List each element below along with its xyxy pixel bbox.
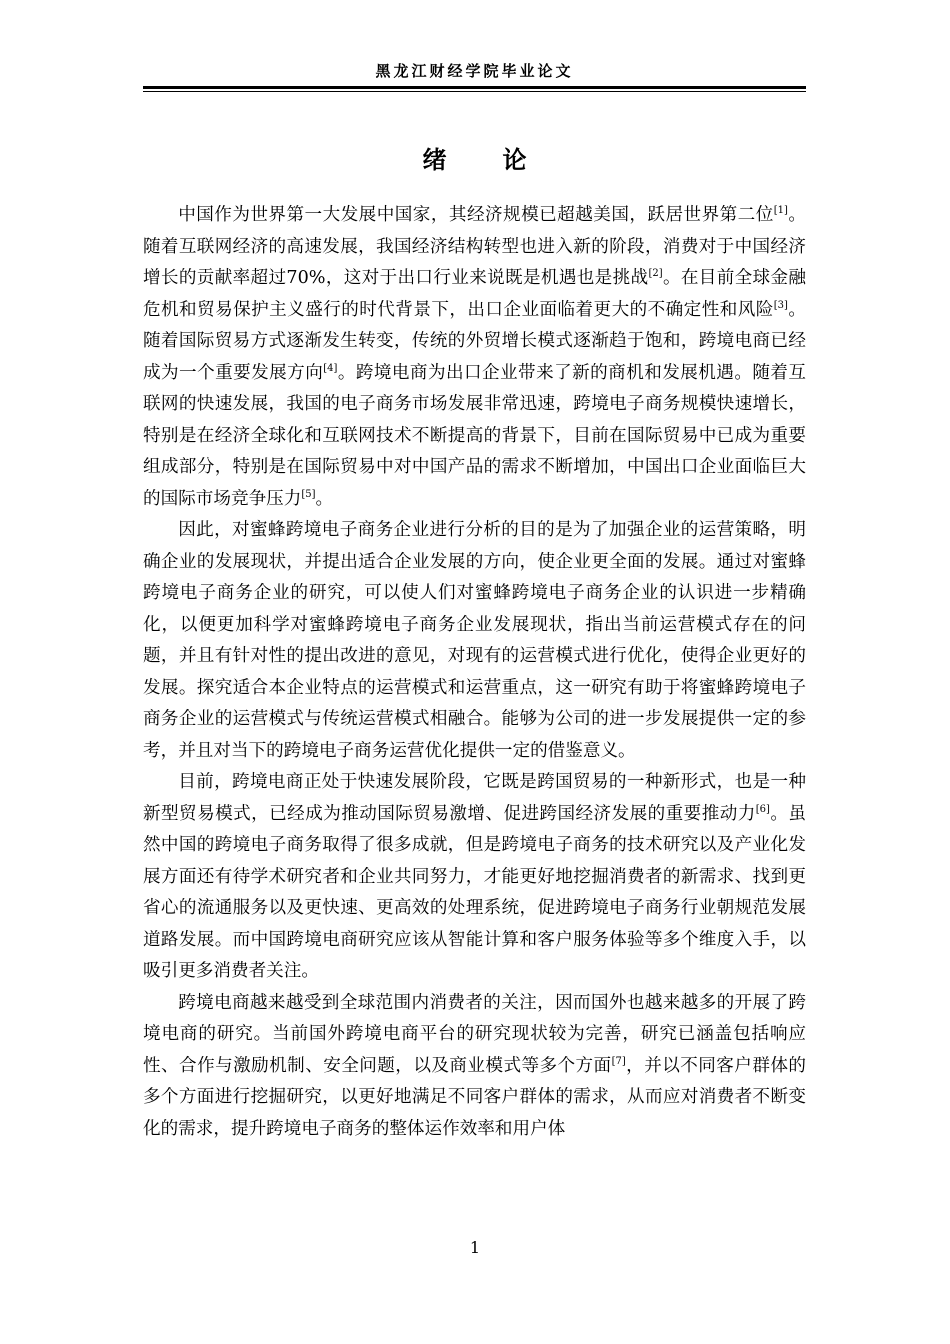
citation-ref: [6] [755, 803, 770, 815]
paragraph-text: 目前，跨境电商正处于快速发展阶段，它既是跨国贸易的一种新形式，也是一种新型贸易模式，已经成为推动国际贸易激增、促进跨国经济发展的重要推动力 [143, 772, 806, 824]
paragraph-text: 中国作为世界第一大发展中国家，其经济规模已超越美国，跃居世界第二位 [178, 205, 774, 225]
section-title [143, 140, 806, 175]
paragraph [143, 767, 806, 988]
paragraph-text: 。虽然中国的跨境电子商务取得了很多成就，但是跨境电子商务的技术研究以及产业化发展方面还有待学术研究者和企业共同努力，才能更好地挖掘消费者的新需求、找到更省心的流通服务以及更快速、更高效的处理系统，促进跨境电子商务行业朝规范发展道路发展。而中国跨境电商研究应该从智能计算和客户服务体验等多个维度入手，以吸引更多消费者关注。 [143, 803, 806, 981]
citation-ref: [4] [323, 362, 338, 374]
citation-ref: [3] [773, 299, 788, 311]
paragraph-text: 。随着互联网经济的高速发展，我国经济结构转型也进入新的阶段，消费对于中国经济增长的贡献率超过70%，这对于出口行业来说既是机遇也是挑战 [143, 205, 806, 288]
citation-ref: [2] [648, 268, 663, 280]
section-title-part1: 绪 [422, 145, 447, 174]
paragraph-text: 因此，对蜜蜂跨境电子商务企业进行分析的目的是为了加强企业的运营策略，明确企业的发展现状，并提出适合企业发展的方向，使企业更全面的发展。通过对蜜蜂跨境电子商务企业的研究，可以使人们对蜜蜂跨境电子商务企业的认识进一步精确化，以便更加科学对蜜蜂跨境电子商务企业发展现状，指出当前运营模式存在的问题，并且有针对性的提出改进的意见，对现有的运营模式进行优化，使得企业更好的发展。探究适合本企业特点的运营模式和运营重点，这一研究有助于将蜜蜂跨境电子商务企业的运营模式与传统运营模式相融合。能够为公司的进一步发展提供一定的参考，并且对当下的跨境电子商务运营优化提供一定的借鉴意义。 [143, 520, 806, 761]
paragraph [143, 988, 806, 1146]
paragraph-text: 。 [315, 488, 334, 509]
paragraph [143, 515, 806, 767]
body-text [143, 200, 806, 1145]
citation-ref: [1] [773, 205, 788, 217]
paragraph-text: 。随着国际贸易方式逐渐发生转变，传统的外贸增长模式逐渐趋于饱和，跨境电商已经成为一个重要发展方向 [143, 299, 806, 383]
page-header: 黑龙江财经学院毕业论文 [375, 62, 574, 80]
paragraph-text: ，并以不同客户群体的多个方面进行挖掘研究，以更好地满足不同客户群体的需求，从而应对消费者不断变化的需求，提升跨境电子商务的整体运作效率和用户体 [143, 1055, 806, 1139]
citation-ref: [7] [611, 1055, 626, 1067]
paragraph [143, 200, 806, 515]
citation-ref: [5] [301, 488, 316, 500]
paragraph-text: 跨境电商越来越受到全球范围内消费者的关注，因而国外也越来越多的开展了跨境电商的研究。当前国外跨境电商平台的研究现状较为完善，研究已涵盖包括响应性、合作与激励机制、安全问题，以及商业模式等多个方面 [143, 992, 806, 1076]
section-title-part2: 论 [502, 145, 527, 174]
page-number: 1 [469, 1238, 481, 1257]
paragraph-text: 。在目前全球金融危机和贸易保护主义盛行的时代背景下，出口企业面临着更大的不确定性和风险 [143, 268, 806, 320]
header-rule-thin [143, 91, 806, 92]
paragraph-text: 。跨境电商为出口企业带来了新的商机和发展机遇。随着互联网的快速发展，我国的电子商务市场发展非常迅速，跨境电子商务规模快速增长，特别是在经济全球化和互联网技术不断提高的背景下，目前在国际贸易中已成为重要组成部分，特别是在国际贸易中对中国产品的需求不断增加，中国出口企业面临巨大的国际市场竞争压力 [143, 362, 806, 509]
header-rule-thick [143, 86, 806, 89]
